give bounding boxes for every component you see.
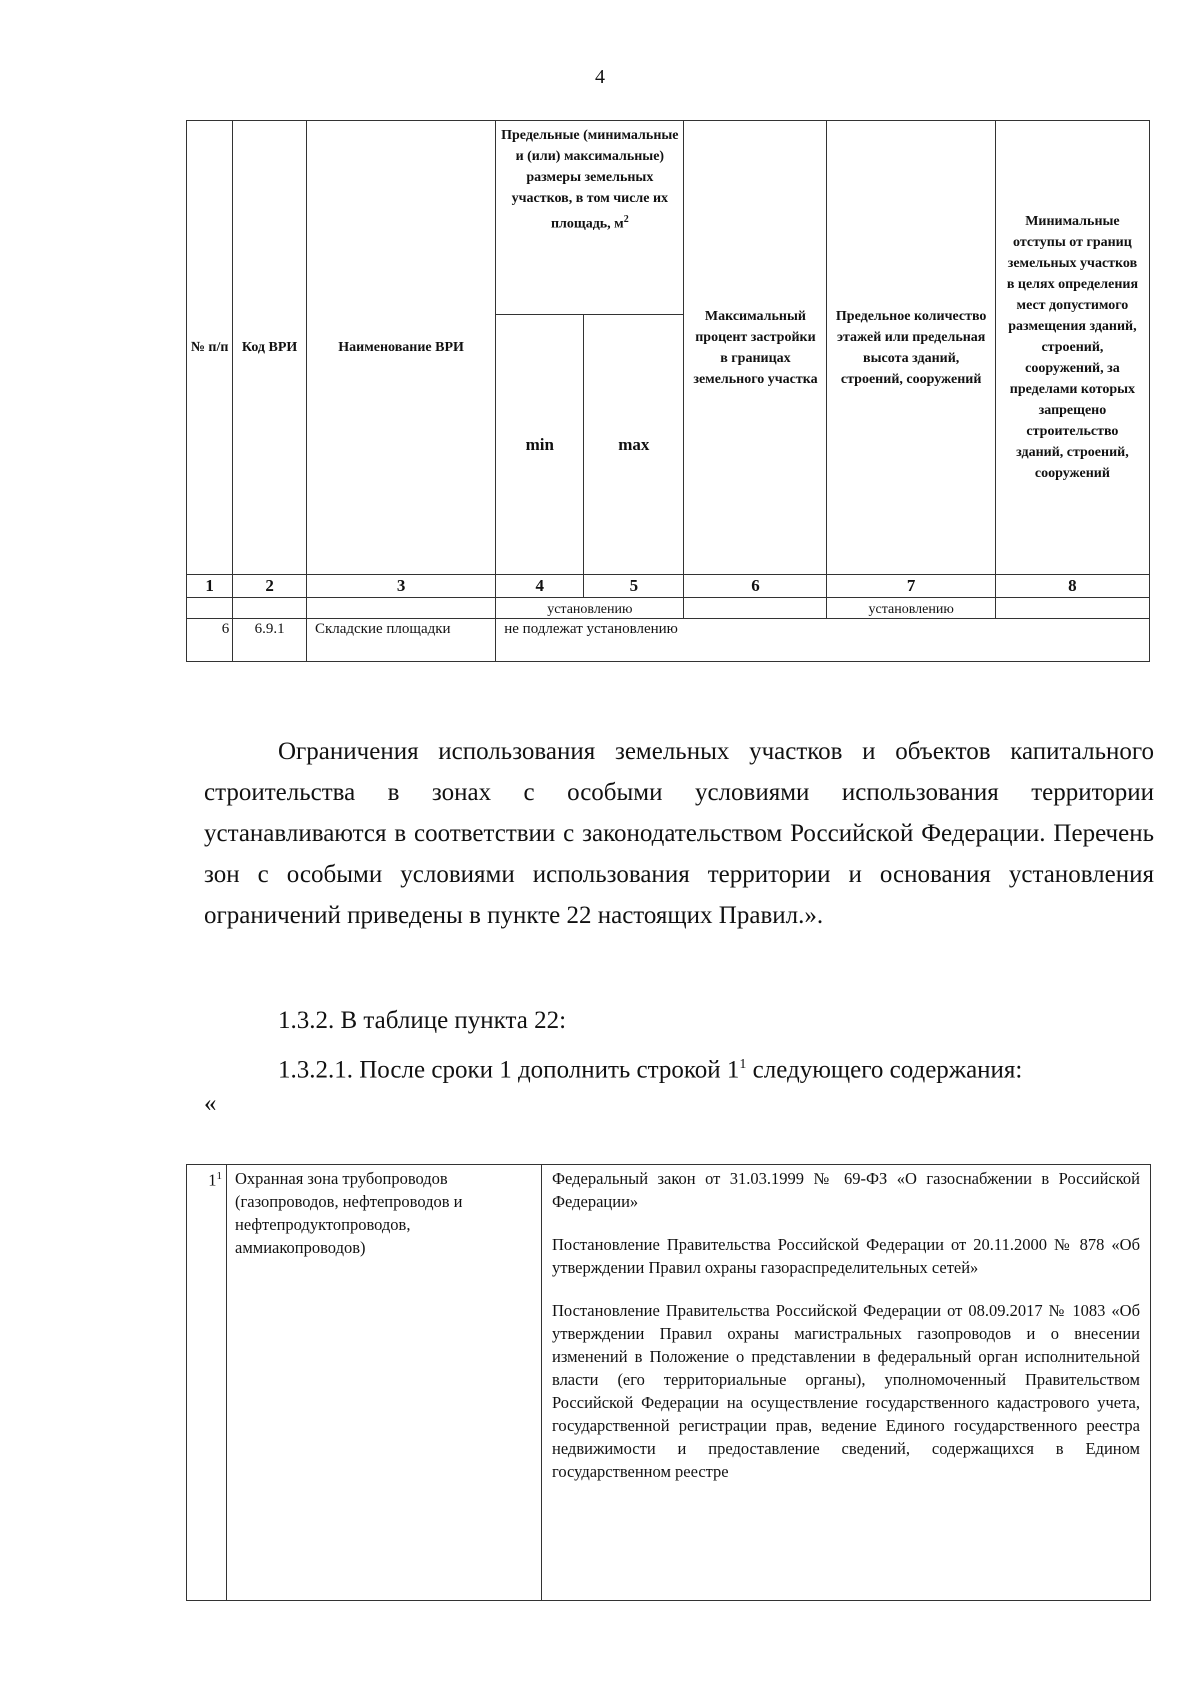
header-max: max — [584, 315, 684, 575]
header-floors: Предельное количество этажей или предельная высота зданий, строений, сооружений — [827, 121, 995, 575]
land-use-parameters-table — [186, 120, 1150, 662]
clause-text: 1.3.2.1. После сроки 1 дополнить строкой 1 — [278, 1056, 740, 1084]
col-number: 8 — [995, 575, 1149, 598]
header-sizes-text: Предельные (минимальные и (или) максимальные) размеры земельных участков, в том числе их площадь, м — [501, 128, 679, 232]
basis-law: Федеральный закон от 31.03.1999 № 69-ФЗ «О газоснабжении в Российской Федерации» — [552, 1169, 1140, 1211]
col-number: 2 — [233, 575, 307, 598]
row-code: 6.9.1 — [233, 619, 307, 662]
zone-basis — [542, 1165, 1151, 1601]
header-max-percent: Максимальный процент застройки в границах земельного участка — [684, 121, 827, 575]
clause-sup: 1 — [739, 1057, 747, 1072]
partial-cell: установлению — [827, 598, 995, 619]
zone-num-text: 1 — [208, 1170, 217, 1190]
row-value: не подлежат установлению — [496, 619, 1150, 662]
zone-num — [187, 1165, 227, 1601]
protection-zone-table — [186, 1164, 1151, 1601]
open-quote: « — [204, 1090, 217, 1117]
column-number-row — [187, 575, 1150, 598]
clause-1-3-2: 1.3.2. В таблице пункта 22: — [278, 1007, 567, 1034]
clause-text-end: следующего содержания: — [746, 1056, 1023, 1084]
page-number: 4 — [595, 66, 605, 88]
header-sizes-sup: 2 — [623, 214, 629, 225]
header-setbacks: Минимальные отступы от границ земельных участков в целях определения мест допустимого размещения зданий, строений, сооружений, за пределами которых запрещено строительство зданий, строений, сооружений — [995, 121, 1149, 575]
zone-num-sup: 1 — [216, 1170, 222, 1182]
header-code: Код ВРИ — [233, 121, 307, 575]
basis-decree-878: Постановление Правительства Российской Федерации от 20.11.2000 № 878 «Об утверждении Правил охраны газораспределительных сетей» — [552, 1235, 1140, 1277]
table-row-partial — [187, 598, 1150, 619]
clause-1-3-2-1 — [278, 1048, 1022, 1086]
col-number: 6 — [684, 575, 827, 598]
header-sizes — [496, 121, 684, 315]
col-number: 4 — [496, 575, 584, 598]
paragraph-restrictions: Ограничения использования земельных участков и объектов капитального строительства в зонах с особыми условиями использования территории устанавливаются в соответствии с законодательством Российской Федерации. Перечень зон с особыми условиями использования территории и основания установления ограничений приведены в пункте 22 настоящих Правил.». — [204, 738, 1154, 929]
basis-decree-1083: Постановление Правительства Российской Федерации от 08.09.2017 № 1083 «Об утверждении Правил охраны магистральных газопроводов и о внесении изменений в Положение о представлении в федеральный орган исполнительной власти (его территориальные органы), уполномоченный Правительством Российской Федерации на осуществление государственного кадастрового учета, государственной регистрации прав, ведение Единого государственного реестра недвижимости и предоставление сведений, содержащихся в Едином государственном реестре — [552, 1301, 1140, 1481]
table-row — [187, 1165, 1151, 1601]
table-row — [187, 619, 1150, 662]
col-number: 7 — [827, 575, 995, 598]
header-name: Наименование ВРИ — [306, 121, 495, 575]
row-name: Складские площадки — [306, 619, 495, 662]
header-num: № п/п — [187, 121, 233, 575]
row-num: 6 — [187, 619, 233, 662]
col-number: 1 — [187, 575, 233, 598]
col-number: 5 — [584, 575, 684, 598]
header-min: min — [496, 315, 584, 575]
col-number: 3 — [306, 575, 495, 598]
partial-cell: установлению — [496, 598, 684, 619]
zone-name: Охранная зона трубопроводов (газопроводов, нефтепроводов и нефтепродуктопроводов, аммиакопроводов) — [227, 1165, 542, 1601]
